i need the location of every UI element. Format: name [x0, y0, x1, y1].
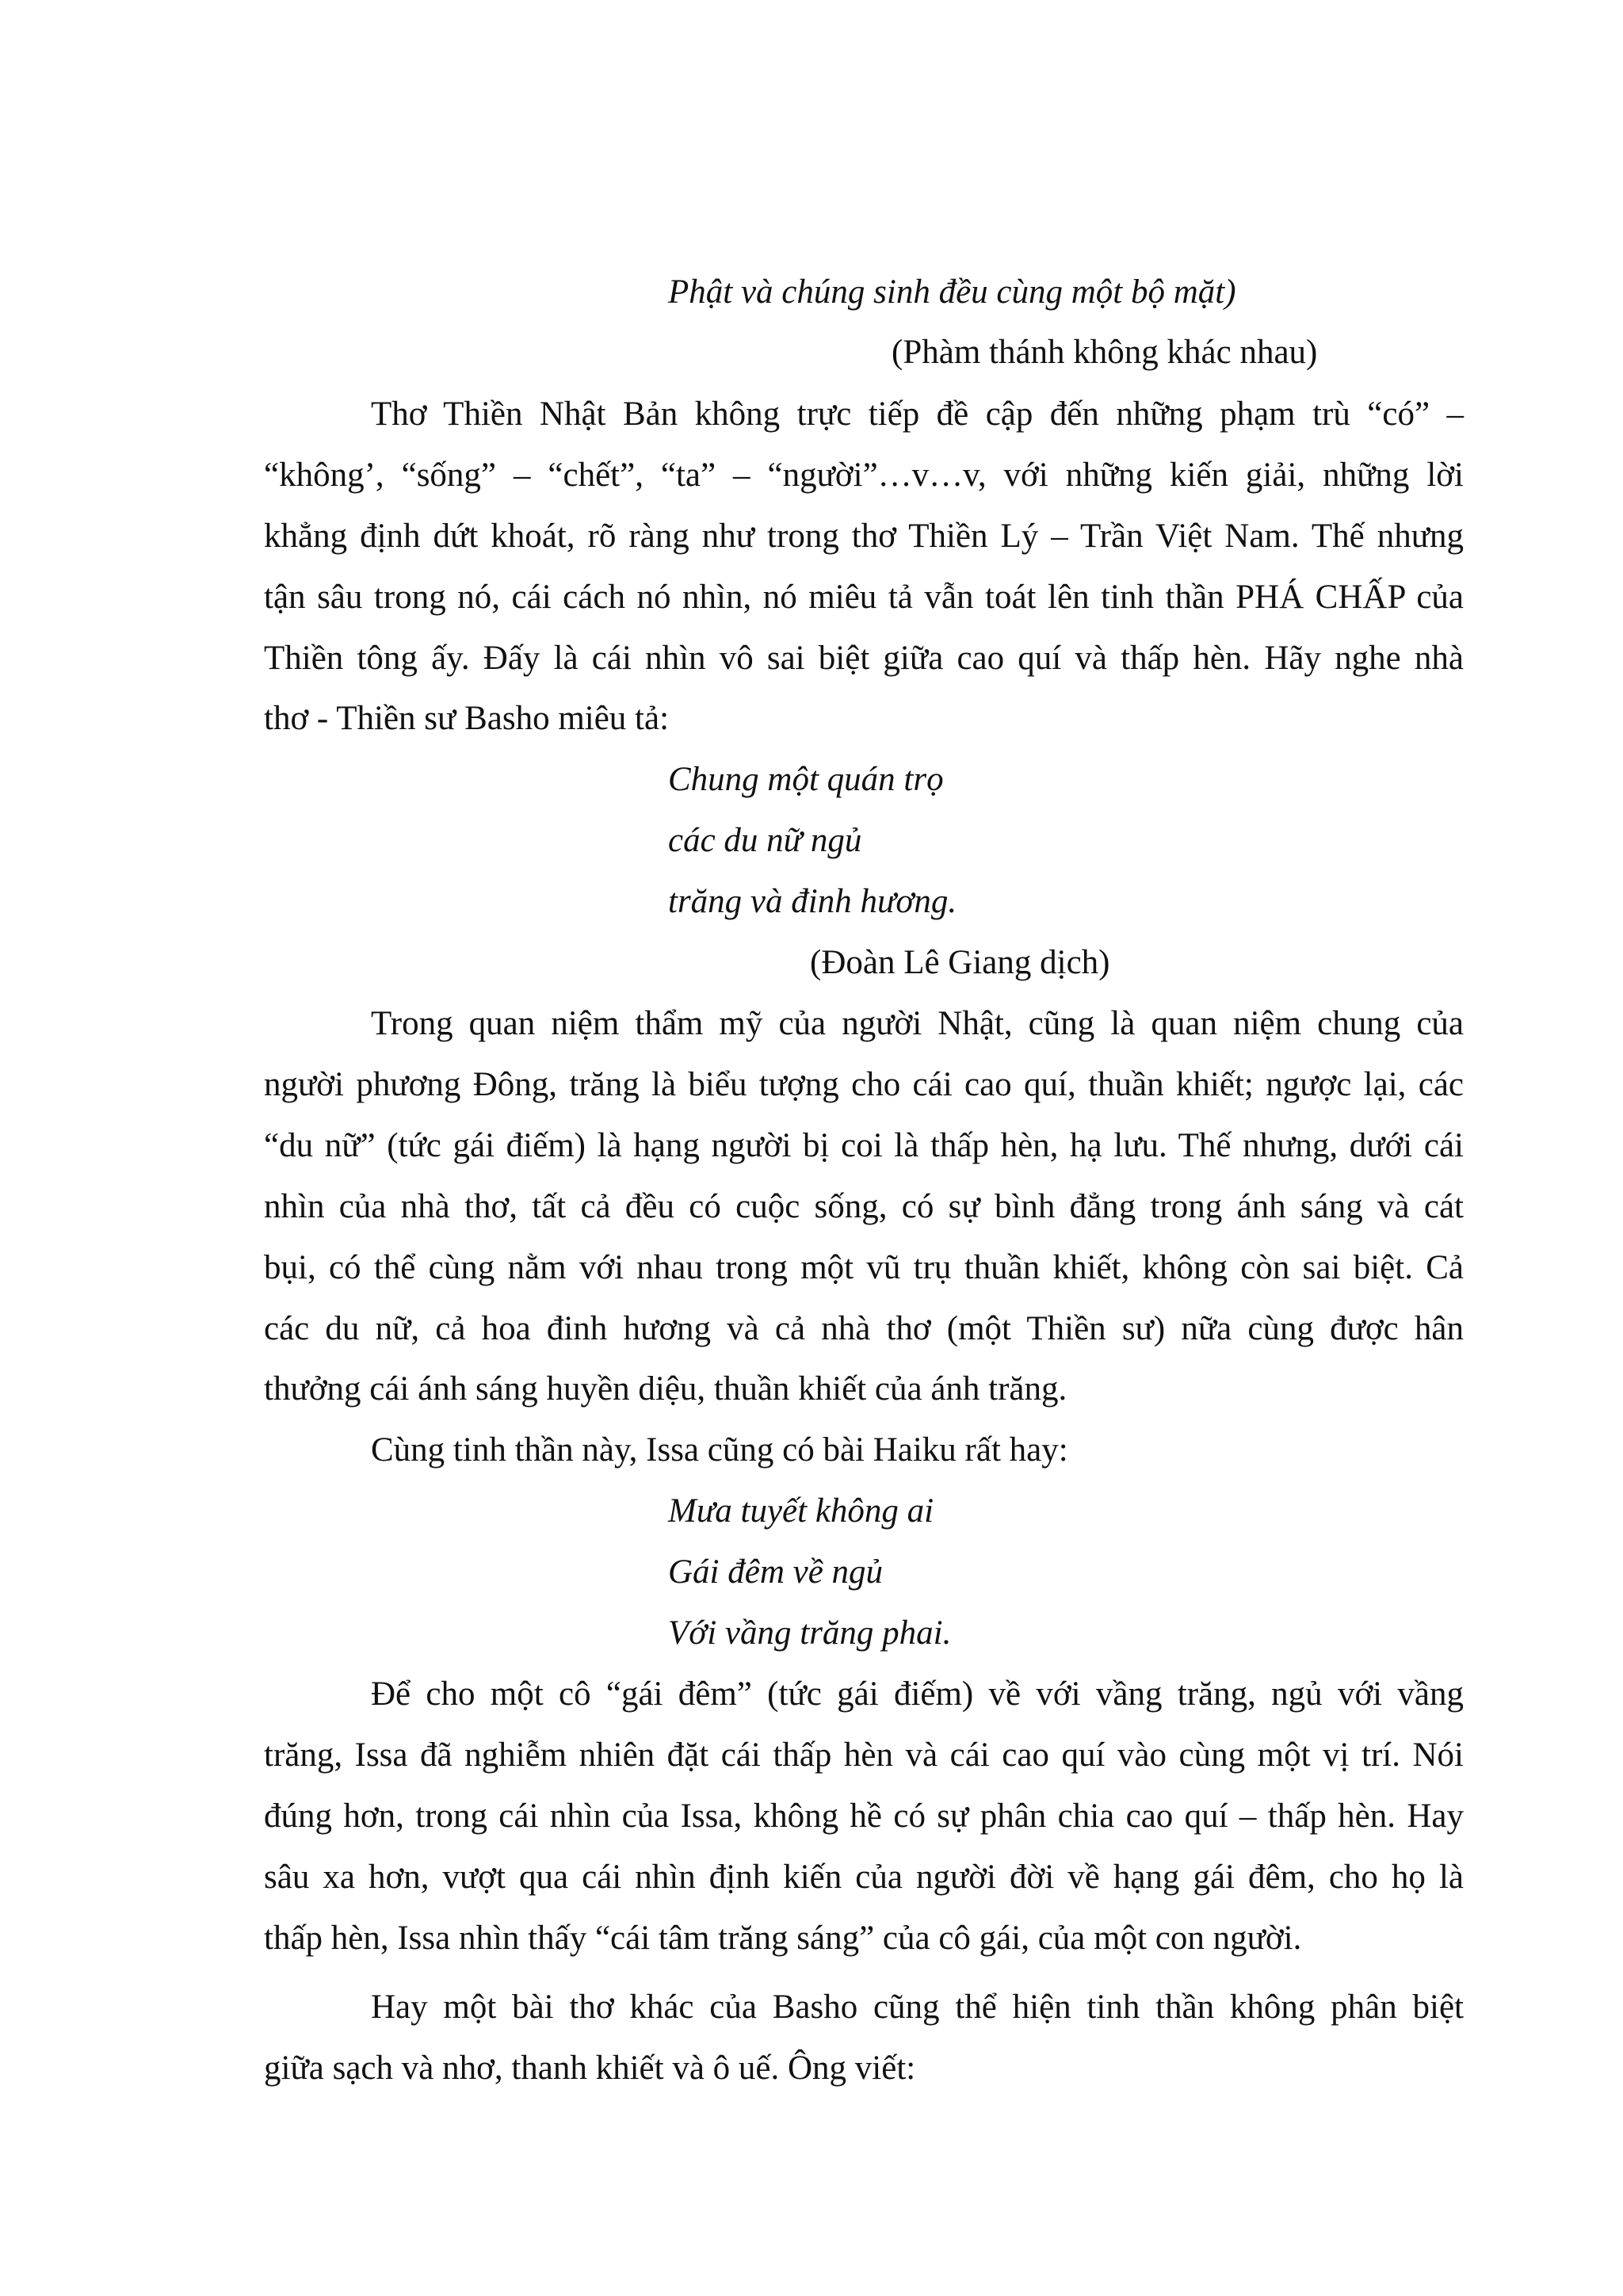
paragraph-line: Thiền tông ấy. Đấy là cái nhìn vô sai biệt giữa cao quí và thấp hèn. Hãy nghe nhà: [264, 640, 1464, 677]
verse-line: Gái đêm về ngủ: [668, 1553, 884, 1591]
paragraph-line: tận sâu trong nó, cái cách nó nhìn, nó miêu tả vẫn toát lên tinh thần PHÁ CHẤP của: [264, 579, 1464, 616]
paragraph-line: “du nữ” (tức gái điếm) là hạng người bị coi là thấp hèn, hạ lưu. Thế nhưng, dưới cái: [264, 1127, 1464, 1164]
verse-line: Chung một quán trọ: [668, 761, 944, 798]
attribution: (Đoàn Lê Giang dịch): [810, 944, 1110, 981]
paragraph-line: Để cho một cô “gái đêm” (tức gái điếm) về với vầng trăng, ngủ với vầng: [371, 1675, 1464, 1713]
paragraph-line: “không’, “sống” – “chết”, “ta” – “người”…v…v, với những kiến giải, những lời: [264, 457, 1464, 494]
verse-line: các du nữ ngủ: [668, 822, 862, 859]
paragraph-line: sâu xa hơn, vượt qua cái nhìn định kiến của người đời về hạng gái đêm, cho họ là: [264, 1859, 1464, 1896]
paragraph-line: người phương Đông, trăng là biểu tượng cho cái cao quí, thuần khiết; ngược lại, các: [264, 1066, 1464, 1103]
paragraph-line: thưởng cái ánh sáng huyền diệu, thuần khiết của ánh trăng.: [264, 1370, 1067, 1408]
paragraph-line: thấp hèn, Issa nhìn thấy “cái tâm trăng sáng” của cô gái, của một con người.: [264, 1920, 1302, 1957]
attribution: (Phàm thánh không khác nhau): [892, 334, 1318, 371]
verse-line: Với vầng trăng phai.: [668, 1614, 952, 1652]
paragraph-line: trăng, Issa đã nghiễm nhiên đặt cái thấp hèn và cái cao quí vào cùng một vị trí. Nói: [264, 1736, 1464, 1774]
paragraph-line: Cùng tinh thần này, Issa cũng có bài Haiku rất hay:: [371, 1431, 1068, 1469]
verse-line: Mưa tuyết không ai: [668, 1492, 934, 1530]
paragraph-line: Thơ Thiền Nhật Bản không trực tiếp đề cập đến những phạm trù “có” –: [371, 395, 1464, 433]
verse-line: Phật và chúng sinh đều cùng một bộ mặt): [668, 273, 1236, 311]
paragraph-line: Hay một bài thơ khác của Basho cũng thể hiện tinh thần không phân biệt: [371, 1988, 1464, 2026]
paragraph-line: nhìn của nhà thơ, tất cả đều có cuộc sống, có sự bình đẳng trong ánh sáng và cát: [264, 1188, 1464, 1225]
paragraph-line: thơ - Thiền sư Basho miêu tả:: [264, 700, 670, 737]
paragraph-line: đúng hơn, trong cái nhìn của Issa, không hề có sự phân chia cao quí – thấp hèn. Hay: [264, 1797, 1464, 1835]
paragraph-line: các du nữ, cả hoa đinh hương và cả nhà thơ (một Thiền sư) nữa cùng được hân: [264, 1310, 1464, 1347]
paragraph-line: giữa sạch và nhơ, thanh khiết và ô uế. Ông viết:: [264, 2050, 916, 2087]
paragraph-line: khẳng định dứt khoát, rõ ràng như trong thơ Thiền Lý – Trần Việt Nam. Thế nhưng: [264, 518, 1464, 555]
verse-line: trăng và đinh hương.: [668, 883, 957, 920]
paragraph-line: Trong quan niệm thẩm mỹ của người Nhật, cũng là quan niệm chung của: [371, 1005, 1464, 1042]
paragraph-line: bụi, có thể cùng nằm với nhau trong một vũ trụ thuần khiết, không còn sai biệt. Cả: [264, 1249, 1464, 1286]
